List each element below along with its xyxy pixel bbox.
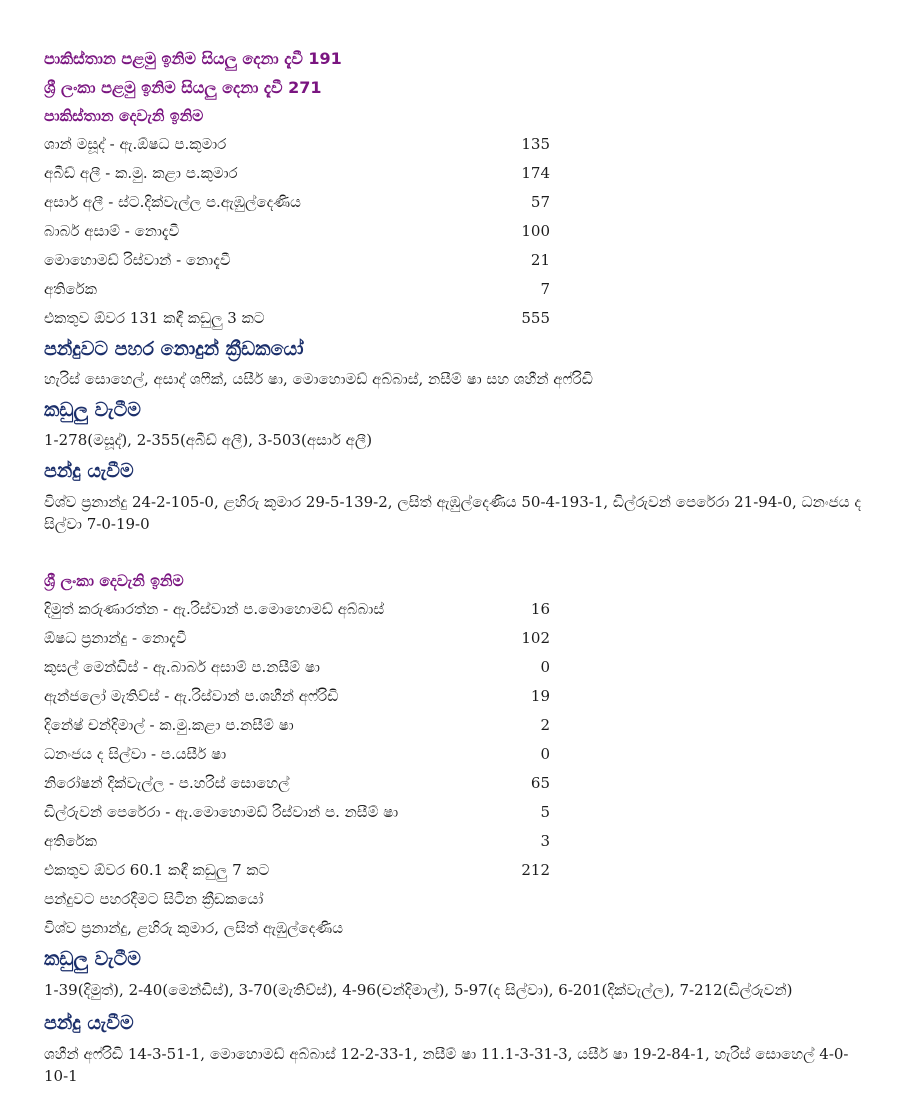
batter-runs: 102: [521, 629, 550, 647]
total-value: 212: [521, 861, 550, 879]
extras-label: අතිරේක: [44, 280, 97, 298]
sl-bowling-heading: පන්දු යැවීම: [44, 460, 134, 482]
batter-runs: 0: [540, 745, 550, 763]
sl-first-innings-summary: ශ්‍රී ලංකා පළමු ඉනිම සියලු දෙනා දැවී 271: [44, 78, 322, 97]
batting-row: [44, 188, 550, 217]
batter-name: දිමුත් කරුණාරත්න - ඇ.රිස්වාන් ප.මොහොමඩ් අබ්බාස්: [44, 600, 385, 618]
batter-name: නිරෝෂන් දික්වැල්ල - ප.හරිස් සොහෙල්: [44, 774, 290, 792]
batting-row: [44, 653, 550, 682]
batter-runs: 100: [521, 222, 550, 240]
sl-batting-table: [44, 595, 872, 885]
batter-name: ඕෂධ ප්‍රනාන්දු - නොදැවී: [44, 629, 187, 647]
batter-name: අබීඩ් අලී - ක.මු. කළා ප.කුමාර: [44, 164, 238, 182]
sl-to-bat-heading: පන්දුවට පහරදීමට සිටින ක්‍රීඩකයෝ: [44, 890, 264, 908]
batter-name: දිනේෂ් චන්දිමාල් - ක.මු.කළා ප.නසීම් ෂා: [44, 716, 294, 734]
batter-runs: 16: [530, 600, 550, 618]
batter-name: ඩිල්රුවන් පෙරේරා - ඇ.මොහොමඩ් රිස්වාන් ප. නසීම් ෂා: [44, 803, 399, 821]
section-spacer: [44, 541, 872, 567]
batter-runs: 174: [521, 164, 550, 182]
extras-value: 7: [540, 280, 550, 298]
extras-row: [44, 827, 550, 856]
batter-runs: 5: [540, 803, 550, 821]
sl-fall-of-wickets-text: 1-39(දිමුත්), 2-40(මෙන්ඩිස්), 3-70(මැතිව්ස්), 4-96(චන්දිමාල්), 5-97(ද සිල්වා), 6-201(දික්වැල්ල), 7-212(ඩිල්රුවන්): [44, 981, 793, 999]
sl-second-innings-title: ශ්‍රී ලංකා දෙවැනි ඉනිම: [44, 572, 184, 590]
batter-runs: 21: [530, 251, 550, 269]
batter-runs: 65: [530, 774, 550, 792]
batter-name: අසාර් අලී - ස්ට.දික්වැල්ල ප.ඇඹුල්දෙණිය: [44, 193, 301, 211]
pak-fall-of-wickets-text: 1-278(මසූද්), 2-355(අබීඩ් අලී), 3-503(අසාර් අලී): [44, 431, 373, 449]
batting-row: [44, 769, 550, 798]
batter-name: ඇන්ජලෝ මැතිව්ස් - ඇ.රිස්වාන් ප.ශහීන් අෆ්රිඩි: [44, 687, 339, 705]
batter-name: කුසල් මෙන්ඩිස් - ඇ.බාබර් අසාම් ප.නසීම් ෂා: [44, 658, 320, 676]
batter-runs: 19: [530, 687, 550, 705]
pak-batting-table: [44, 130, 872, 333]
batting-row: [44, 159, 550, 188]
batting-row: [44, 740, 550, 769]
batting-row: [44, 130, 550, 159]
extras-value: 3: [540, 832, 550, 850]
total-label: එකතුව ඕවර 60.1 කඳී කඩුලු 7 කට: [44, 861, 270, 879]
total-value: 555: [521, 309, 550, 327]
batting-row: [44, 624, 550, 653]
extras-row: [44, 275, 550, 304]
batter-name: ශාන් මසූද් - ඇ.ඕෂධ ප.කුමාර: [44, 135, 227, 153]
batter-runs: 135: [521, 135, 550, 153]
batting-row: [44, 798, 550, 827]
pak-did-not-bat-heading: පන්දුවට පහර නොදුන් ක්‍රීඩකයෝ: [44, 338, 304, 360]
total-row: [44, 856, 550, 885]
pak-did-not-bat-list: හැරිස් සොහෙල්, අසාද් ශෆීක්, යසීර් ෂා, මොහොමඩ් අබ්බාස්, නසීම් ෂා සහ ශහීන් අෆ්රිඩි: [44, 370, 593, 388]
batter-runs: 2: [540, 716, 550, 734]
batter-name: බාබර් අසාම් - නොදැවී: [44, 222, 180, 240]
batting-row: [44, 246, 550, 275]
batting-row: [44, 595, 550, 624]
sl-bowling-figures: විශ්ව ප්‍රනාන්දු 24-2-105-0, ළහිරු කුමාර 29-5-139-2, ලසිත් ඇඹුල්දෙණිය 50-4-193-1, ඩිල්රුවන් පෙරේරා 21-94-0, ධනංජය ද සිල්වා 7-0-19-0: [44, 493, 862, 533]
pak-fall-of-wickets-heading: කඩුලු වැටීම: [44, 399, 141, 421]
sl-to-bat-list: විශ්ව ප්‍රනාන්දු, ළහිරු කුමාර, ලසිත් ඇඹුල්දෙණිය: [44, 919, 344, 937]
total-label: එකතුව ඕවර 131 කඳී කඩුලු 3 කට: [44, 309, 265, 327]
batter-runs: 57: [530, 193, 550, 211]
sl-fall-of-wickets-heading: කඩුලු වැටීම: [44, 948, 141, 970]
batter-runs: 0: [540, 658, 550, 676]
batting-row: [44, 711, 550, 740]
extras-label: අතිරේක: [44, 832, 97, 850]
pak-bowling-figures: ශහීන් අෆ්රිඩි 14-3-51-1, මොහොමඩ් අබ්බාස් 12-2-33-1, නසීම් ෂා 11.1-3-31-3, යසීර් ෂා 19-2-84-1, හැරිස් සොහෙල් 4-0-10-1: [44, 1045, 849, 1085]
batter-name: ධනංජය ද සිල්වා - ප.යසීර් ෂා: [44, 745, 227, 763]
batting-row: [44, 682, 550, 711]
pak-second-innings-title: පාකිස්තාන දෙවැනි ඉනිම: [44, 107, 204, 125]
pak-first-innings-summary: පාකිස්තාන පළමු ඉනිම සියලු දෙනා දැවී 191: [44, 49, 342, 68]
batting-row: [44, 217, 550, 246]
total-row: [44, 304, 550, 333]
pak-bowling-heading: පන්දු යැවීම: [44, 1012, 134, 1034]
batter-name: මොහොමඩ් රිස්වාන් - නොදැවී: [44, 251, 231, 269]
